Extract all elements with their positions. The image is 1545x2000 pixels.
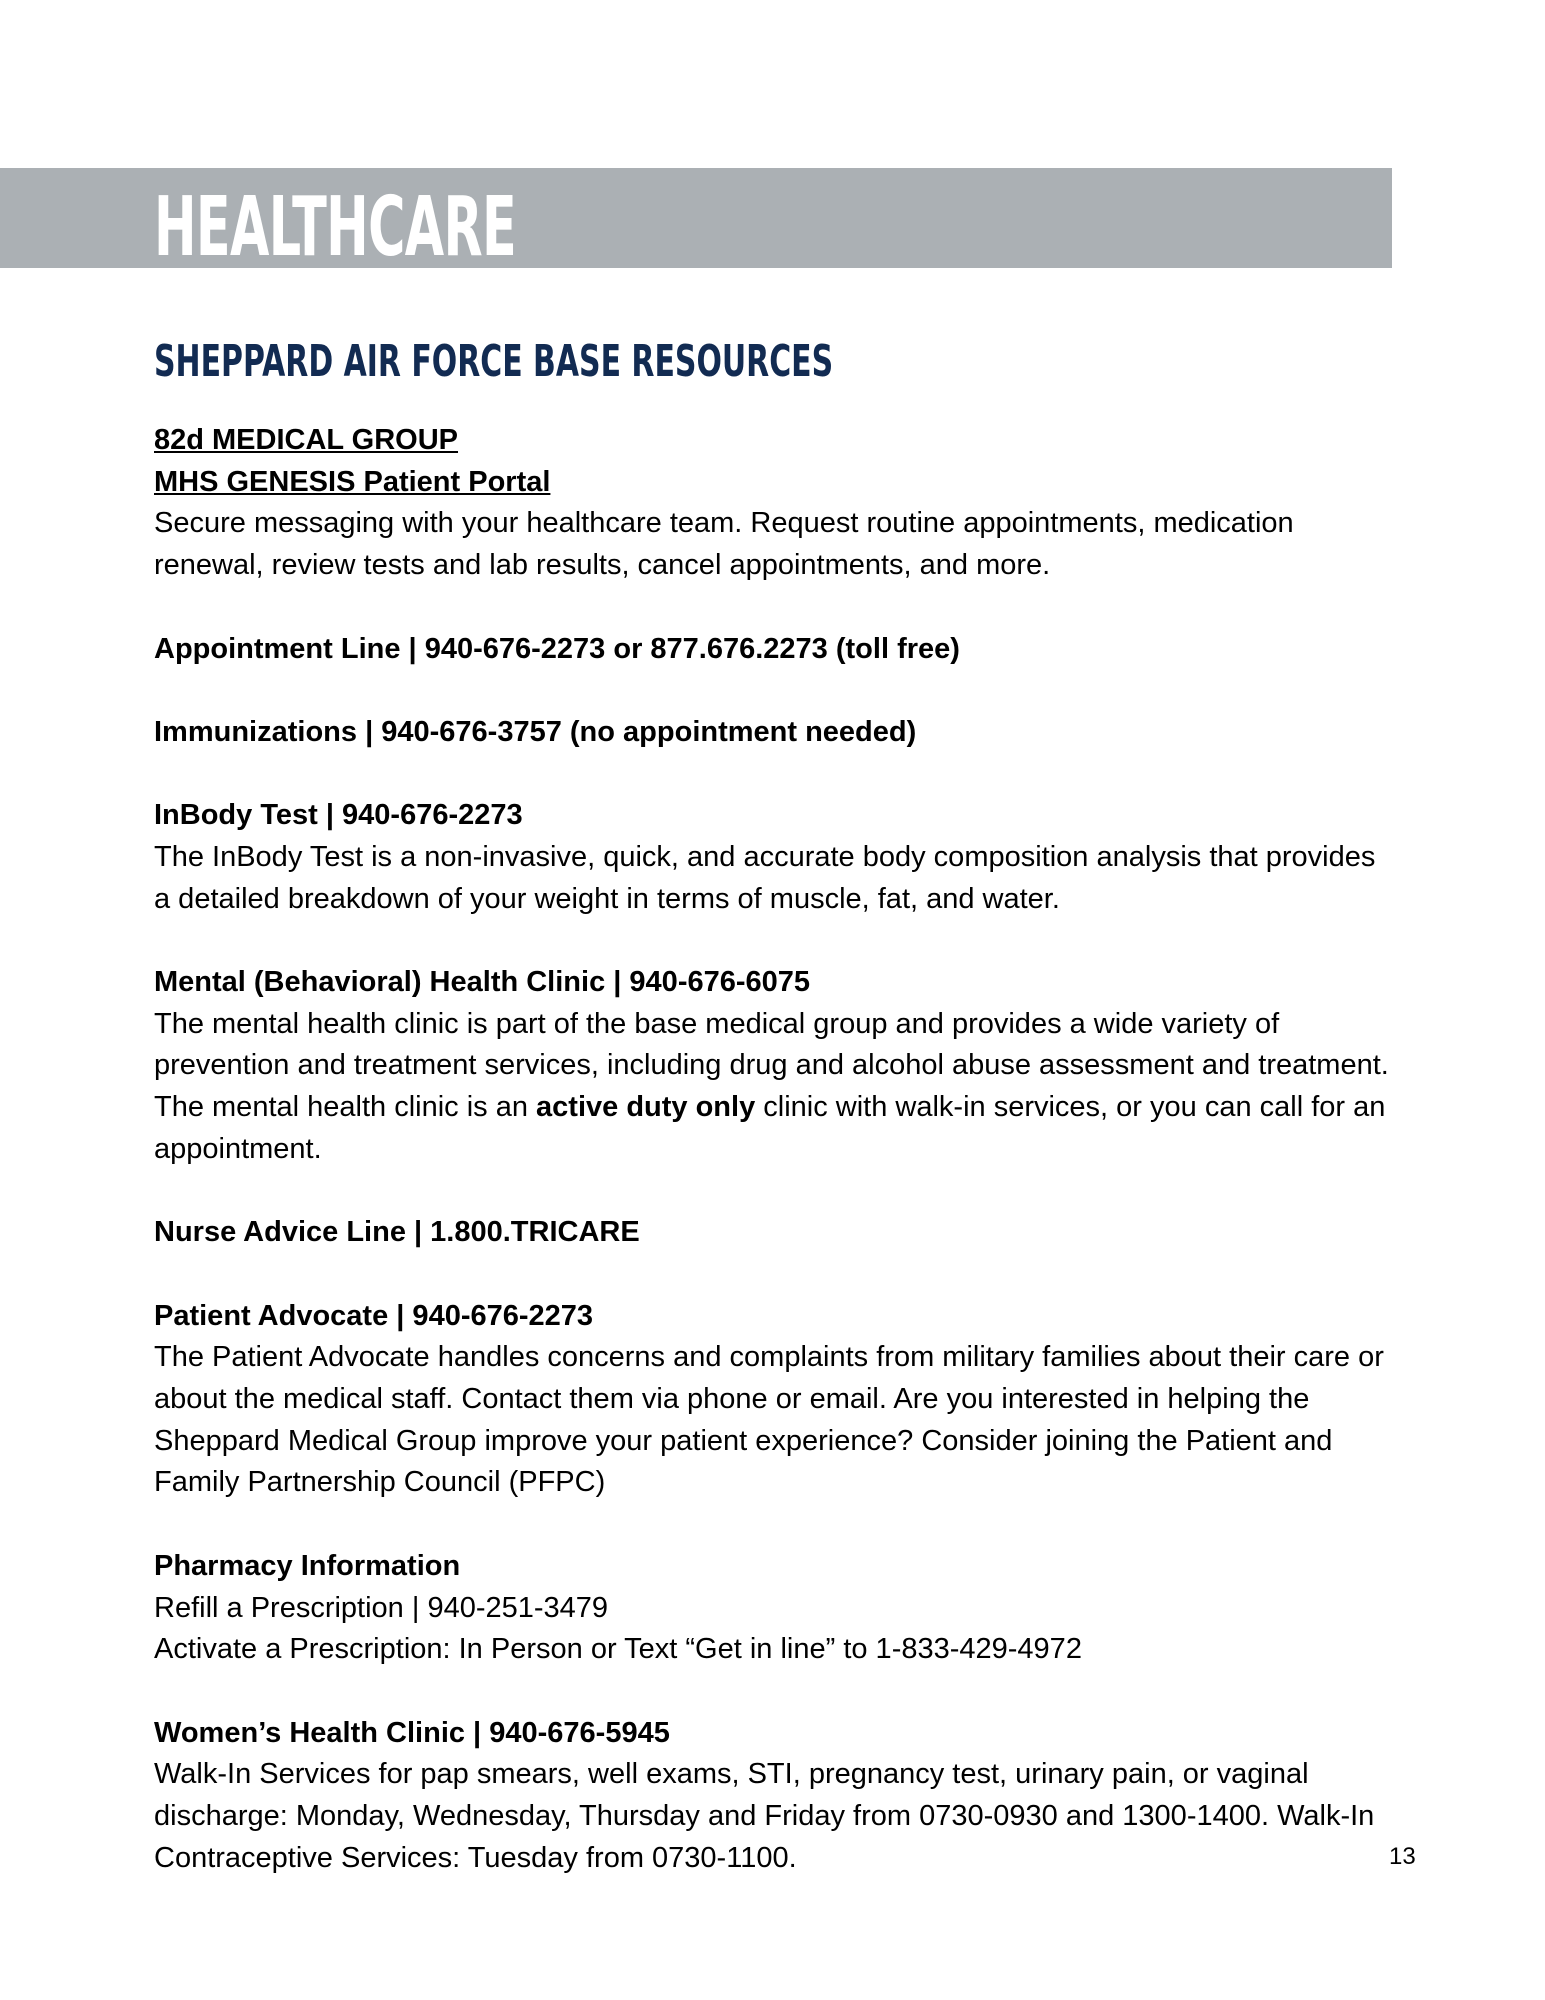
patient-advocate-description: The Patient Advocate handles concerns and complaints from military families about their care or about the medical staff. Contact them via phone or email. Are you interested in helping the Sheppard Medical Group improve your patient experience? Consider joining the Patient and Family Partnership Council (PFPC) [154,1341,1384,1499]
section-title: SHEPPARD AIR FORCE BASE RESOURCES [154,336,834,387]
mental-health-heading: Mental (Behavioral) Health Clinic | 940-676-6075 [154,966,811,999]
page-title: HEALTHCARE [154,180,517,275]
womens-health-heading: Women’s Health Clinic | 940-676-5945 [154,1716,670,1749]
medical-group-heading: 82d MEDICAL GROUP [154,424,459,456]
spacer [154,754,1394,796]
spacer [154,1171,1394,1213]
inbody-description: The InBody Test is a non-invasive, quick, and accurate body composition analysis that provides a detailed breakdown of your weight in terms of muscle, fat, and water. [154,840,1376,915]
immunizations-line: Immunizations | 940-676-3757 (no appointment needed) [154,715,917,748]
spacer [154,1671,1394,1713]
spacer [154,1254,1394,1296]
content [154,420,1394,1879]
mental-health-desc-end: clinic with walk-in services, or you can call for an appointment. [154,1091,1386,1165]
spacer [154,1504,1394,1546]
spacer [154,587,1394,629]
appointment-line: Appointment Line | 940-676-2273 or 877.676.2273 (toll free) [154,632,960,665]
patient-portal-link[interactable]: MHS GENESIS Patient Portal [154,465,551,498]
pharmacy-heading: Pharmacy Information [154,1549,461,1582]
inbody-heading: InBody Test | 940-676-2273 [154,799,523,832]
active-duty-only-emphasis: active duty only [536,1091,756,1124]
pharmacy-activate: Activate a Prescription: In Person or Text “Get in line” to 1-833-429-4972 [154,1633,1082,1666]
page-number: 13 [1389,1843,1416,1870]
nurse-advice-line: Nurse Advice Line | 1.800.TRICARE [154,1216,640,1249]
spacer [154,670,1394,712]
spacer [154,920,1394,962]
patient-advocate-heading: Patient Advocate | 940-676-2273 [154,1299,594,1332]
womens-health-description: Walk-In Services for pap smears, well exams, STI, pregnancy test, urinary pain, or vaginal discharge: Monday, Wednesday, Thursday and Friday from 0730-0930 and 1300-1400. Walk-In Contraceptive Services: Tuesday from 0730-1100. [154,1758,1375,1874]
patient-portal-description: Secure messaging with your healthcare team. Request routine appointments, medication renewal, review tests and lab results, cancel appointments, and more. [154,507,1294,582]
pharmacy-refill: Refill a Prescription | 940-251-3479 [154,1591,609,1624]
mental-health-description [154,1004,1394,1171]
mental-health-desc-start: The mental health clinic is part of the base medical group and provides a wide variety of prevention and treatment services, including drug and alcohol abuse assessment and treatment. The mental health clinic is an [154,1007,1389,1124]
